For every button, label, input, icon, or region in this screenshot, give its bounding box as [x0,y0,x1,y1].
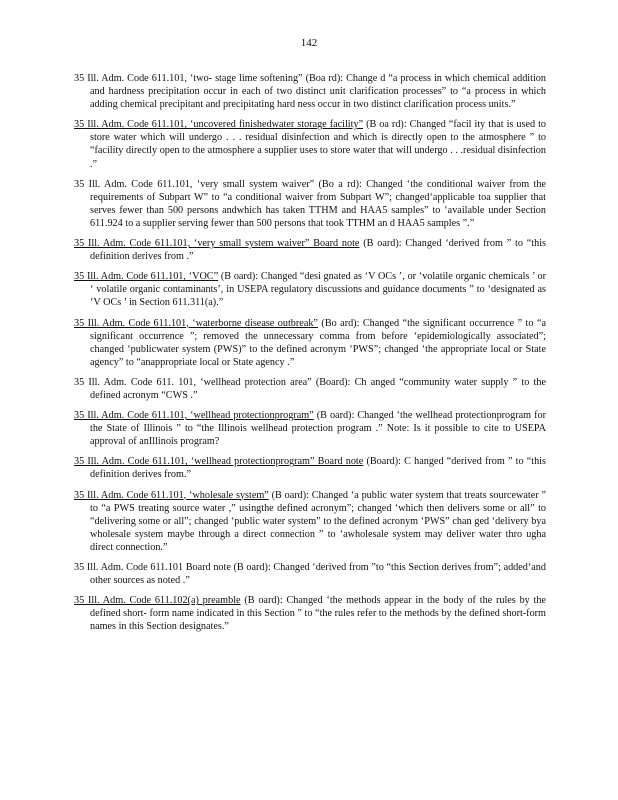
entry [74,270,546,309]
entry-citation: 35 Ill. Adm. Code 611.101, ‘VOC” [74,271,219,283]
entry [74,237,546,263]
entry-citation: 35 Ill. Adm. Code 611.101, ‘uncovered finishedwater storage facility” [74,119,364,131]
entry [74,594,546,633]
entry [74,376,546,402]
entry-text: Ch anged “community water supply ” to the defined acronym “CWS .” [90,376,546,401]
entry-text: (Bo ard): Changed “the significant occurrence ” to “a significant occurrence ”; removed the unnecessary comma from before ‘epidemiologically associated”; changed ‘publicwater system (PWS)” to the defined acronym ‘PWS”; changed ‘the appropriate local or State agency” to “anappropriate local or State agency .” [90,317,546,368]
entry [74,317,546,369]
entry-citation: 35 Ill. Adm. Code 611.101, ‘wellhead protectionprogram” [74,410,314,422]
entry-citation: 35 Ill. Adm. Code 611.101, ‘waterborne disease outbreak” [74,317,318,329]
entry-text: (B oa rd): Changed “facil ity that is used to store water which will undergo . . . residual disinfection and which is directly open to the atmosphere ” to “facility directly open to the atmosphere a supplier uses to store water that will undergo . . .residual disinfection .” [90,119,546,170]
entry-citation: 35 Ill. Adm. Code 611.101 Board note (B oard): [74,562,271,573]
entry-text: (B oard): Changed “desi gnated as ‘V OCs ’, or ‘volatile organic chemicals ’ or ‘ volatile organic contaminants’, in USEPA regulatory discussions and guidance documents ” to ‘designated as ‘V OCs ’ in Section 611.311(a).” [90,271,546,309]
entry-text: (B oard): Changed ‘the methods appear in the body of the rules by the defined short- form name indicated in this Section ” to “the rules refer to the methods by the defined short-form names in this Section designates.” [90,595,546,633]
entry-text: (Board): C hanged “derived from ” to “this definition derives from.” [90,456,546,481]
entry-text: (B oard): Changed ‘a public water system that treats sourcewater ” to “a PWS treating source water ,” usingthe defined acronym”; changed ‘which then delivers some or all” to “delivering some or all”; changed ‘public water system” to the defined acronym ‘PWS” chan ged ‘delivery bya wholesale system maybe through a direct connection ” to ‘awholesale system may deliver water thro ugha direct connection.” [90,489,546,553]
entry [74,489,546,554]
entry-citation: 35 Ill. Adm. Code 611.102(a) preamble [74,595,241,607]
entry [74,561,546,587]
page-number: 142 [300,37,318,49]
entry-citation: 35 Ill. Adm. Code 611. 101, ‘wellhead protection area” (Board): [74,376,351,388]
entry [74,409,546,448]
entry-citation: 35 Ill. Adm. Code 611.101, ‘two- stage lime softening” (Boa rd): [74,73,344,84]
entry-text: (B oard): Changed ‘the wellhead protectionprogram for the State of Illinois ” to “the Illinois wellhead protection program .” Note: Is it possible to cite to USEPA approval of anIllinois program? [90,410,547,448]
entry [74,455,546,481]
entry-citation: 35 Ill. Adm. Code 611.101, ‘wellhead protectionprogram” Board note [74,456,364,468]
entry [74,72,546,111]
entry-text: (B oard): Changed ‘derived from ” to “this definition derives from .” [90,238,547,263]
entry-citation: 35 Ill. Adm. Code 611.101, ‘wholesale system” [74,489,269,501]
entry-citation: 35 Ill. Adm. Code 611.101, ‘very small system waiver” Board note [74,238,360,250]
entry-text: Changed ‘derived from ”to “this Section derives from”; added‘and other sources as noted .” [90,562,546,587]
entry [74,178,546,230]
entry-text: Change d “a process in which chemical addition and hardness precipitation occur in each of two distinct unit clarification processes” to “a process in which adding chemical precipitant and precipitating hard ness occur in two distinct clarification process units.” [90,73,546,111]
entry-text: Changed ‘the conditional waiver from the requirements of Subpart W” to “a conditional waiver from Subpart W”; changed‘applicable toa supplier that serves fewer than 500 persons andwhich has taken TTHM and HAA5 samples” to ‘available under Section 611.924 to a supplier serving fewer than 500 persons that took TTHM an d HAA5 samples ”.” [90,178,546,229]
entry-citation: 35 Ill. Adm. Code 611.101, ‘very small system waiver” (Bo a rd): [74,178,362,190]
entry-list [74,72,546,640]
entry [74,118,546,170]
